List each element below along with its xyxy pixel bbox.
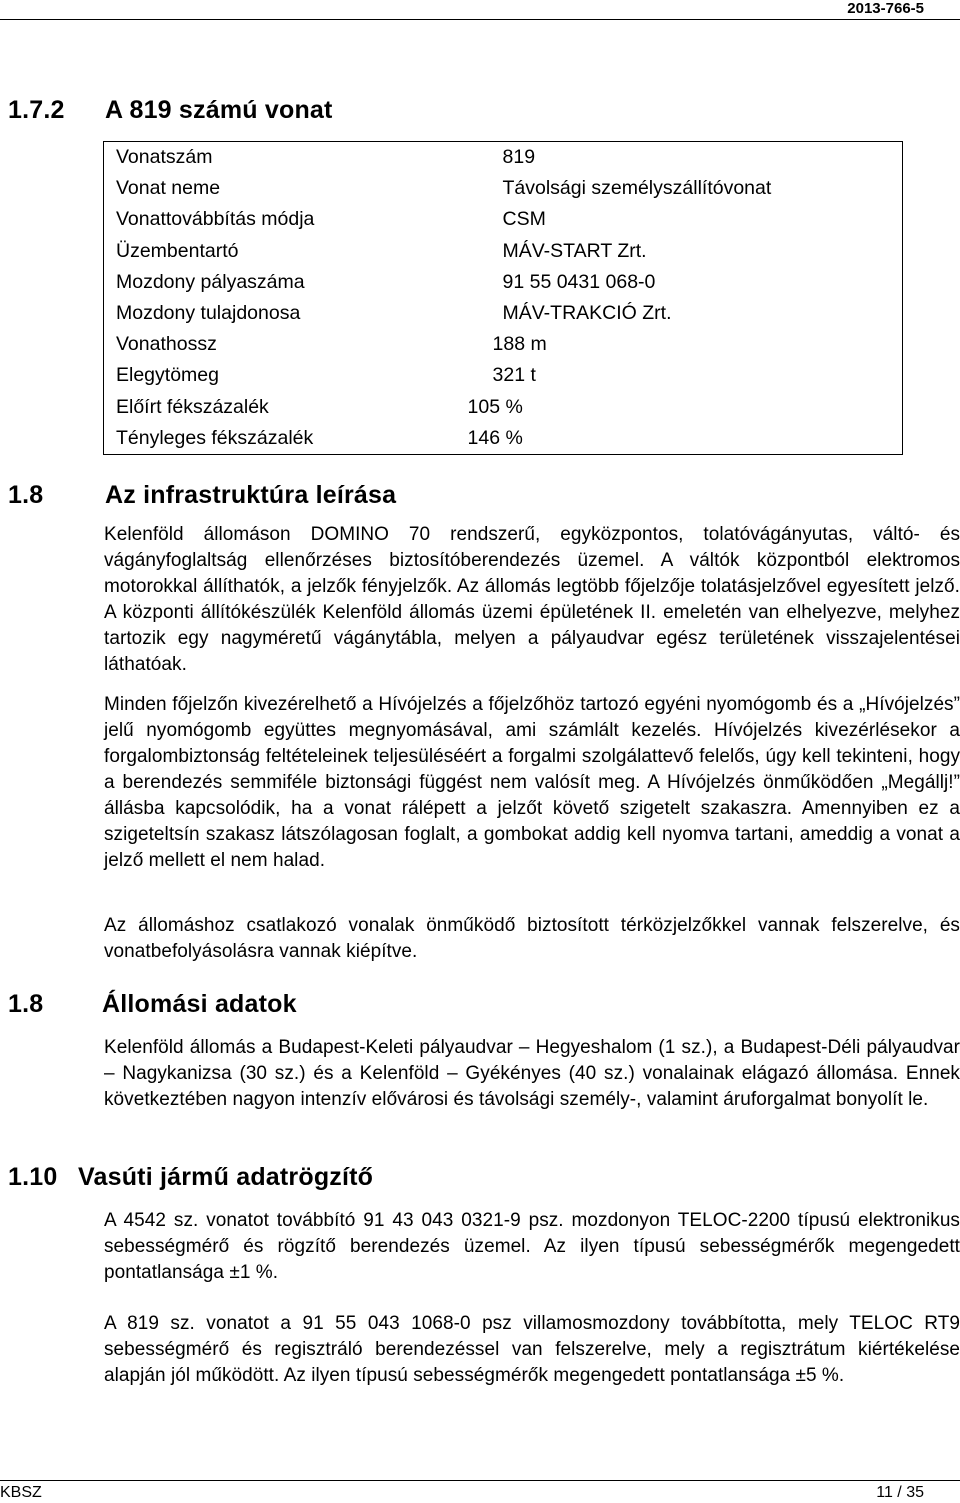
- heading-1-8-station-data: [8, 990, 297, 1019]
- heading-1-10-recorder: [8, 1163, 374, 1192]
- infra-paragraph-2: Minden főjelzőn kivezérelhető a Hívójelzés a főjelzőhöz tartozó egyéni nyomógomb és a „Hívójelzés” jelű nyomógomb együttes megnyomásával, ami számlált kezelés. Hívójelzés kivezérlésekor a forgalombiztonság feltételeinek teljesüléséért a forgalmi szolgálattevő felelős, úgy kell tekinteni, hogy a berendezés semmiféle biztonsági függést nem valósít meg. A Hívójelzés önműködően „Megállj!” állásba kapcsolódik, ha a vonat rálépett a jelzőt követő szigetelt szakaszra. Amennyiben ez a szigeteltsín szakasz látszólagosan foglalt, a gombokat addig kell nyomva tartani, ameddig a vonat a jelző mellett el nem halad.: [104, 694, 960, 871]
- row-label: Vonatszám: [116, 146, 213, 169]
- row-label: Vonat neme: [116, 177, 221, 200]
- footer-rule: [0, 1480, 960, 1481]
- heading-title: Állomási adatok: [102, 990, 297, 1018]
- table-row: [104, 173, 903, 204]
- row-value: 105 %: [467, 395, 523, 418]
- table-row: [104, 204, 903, 235]
- row-label: Előírt fékszázalék: [116, 395, 269, 418]
- row-label: Vonathossz: [116, 333, 217, 356]
- heading-title: A 819 számú vonat: [105, 96, 333, 124]
- row-label: Üzembentartó: [116, 239, 239, 262]
- table-row: [104, 423, 903, 455]
- row-label: Elegytömeg: [116, 364, 219, 387]
- table-row: [104, 298, 903, 329]
- table-row: [104, 236, 903, 267]
- row-label: Mozdony tulajdonosa: [116, 302, 301, 325]
- recorder-paragraph-1: A 4542 sz. vonatot továbbító 91 43 043 0321-9 psz. mozdonyon TELOC-2200 típusú elektronikus sebességmérő és rögzítő berendezés üzemel. Az ilyen típusú sebességmérők megengedett pontatlansága ±1 %.: [104, 1210, 960, 1283]
- header-rule: [0, 19, 960, 20]
- recorder-paragraph-2: A 819 sz. vonatot a 91 55 043 1068-0 psz villamosmozdony továbbította, mely TELOC RT9 sebességmérő és regisztráló berendezéssel van felszerelve, mely a regisztrátum kiértékelése alapján jól működött. Az ilyen típusú sebességmérők megengedett pontatlansága ±5 %.: [104, 1313, 960, 1386]
- table-row: [104, 360, 903, 391]
- table-row: [104, 329, 903, 360]
- heading-number: 1.8: [8, 481, 44, 509]
- heading-1-8-infrastructure: [8, 481, 397, 510]
- heading-number: 1.7.2: [8, 96, 65, 124]
- heading-title: Vasúti jármű adatrögzítő: [78, 1163, 374, 1191]
- row-value: 321 t: [492, 364, 536, 387]
- infra-paragraph-3: Az állomáshoz csatlakozó vonalak önműködő biztosított térközjelzőkkel vannak felszerelve, és vonatbefolyásolásra vannak kiépítve.: [104, 915, 960, 962]
- row-value: 146 %: [467, 426, 523, 449]
- row-label: Vonattovábbítás módja: [116, 208, 315, 231]
- page-number: 11 / 35: [876, 1484, 924, 1501]
- infra-paragraph-1: Kelenföld állomáson DOMINO 70 rendszerű, egyközpontos, tolatóvágányutas, váltó- és vágányfoglaltság ellenőrzéses biztosítóberendezés üzemel. A váltók központból elektromos motorokkal állíthatók, a jelzők fényjelzők. Az állomás legtöbb főjelzője tolatásjelzővel egyesített jelző. A központi állítókészülék Kelenföld állomás üzemi épületének II. emeletén van elhelyezve, melyhez tartozik egy nagyméretű vágánytábla, melyen a pályaudvar egész területének visszajelentései láthatóak.: [104, 524, 960, 675]
- row-value: 91 55 0431 068-0: [502, 270, 656, 293]
- heading-title: Az infrastruktúra leírása: [105, 481, 397, 509]
- train-data-table: [103, 141, 903, 455]
- station-paragraph-1: Kelenföld állomás a Budapest-Keleti pályaudvar – Hegyeshalom (1 sz.), a Budapest-Déli pályaudvar – Nagykanizsa (30 sz.) és a Kelenföld – Gyékényes (40 sz.) vonalainak elágazó állomása. Ennek következtében nagyon intenzív elővárosi és távolsági személy-, valamint áruforgalmat bonyolít le.: [104, 1037, 960, 1110]
- heading-number: 1.8: [8, 990, 44, 1018]
- row-value: Távolsági személyszállítóvonat: [502, 177, 772, 200]
- table-row: [104, 142, 903, 174]
- row-label: Tényleges fékszázalék: [116, 426, 314, 449]
- row-value: CSM: [502, 208, 546, 231]
- row-label: Mozdony pályaszáma: [116, 270, 305, 293]
- footer-organization: KBSZ: [0, 1484, 42, 1501]
- heading-number: 1.10: [8, 1163, 58, 1191]
- row-value: 819: [502, 146, 536, 169]
- document-id: 2013-766-5: [847, 0, 924, 17]
- heading-1-7-2: [8, 96, 333, 125]
- row-value: MÁV-START Zrt.: [502, 239, 647, 262]
- table-row: [104, 392, 903, 423]
- table-row: [104, 267, 903, 298]
- row-value: 188 m: [492, 333, 547, 356]
- row-value: MÁV-TRAKCIÓ Zrt.: [502, 302, 672, 325]
